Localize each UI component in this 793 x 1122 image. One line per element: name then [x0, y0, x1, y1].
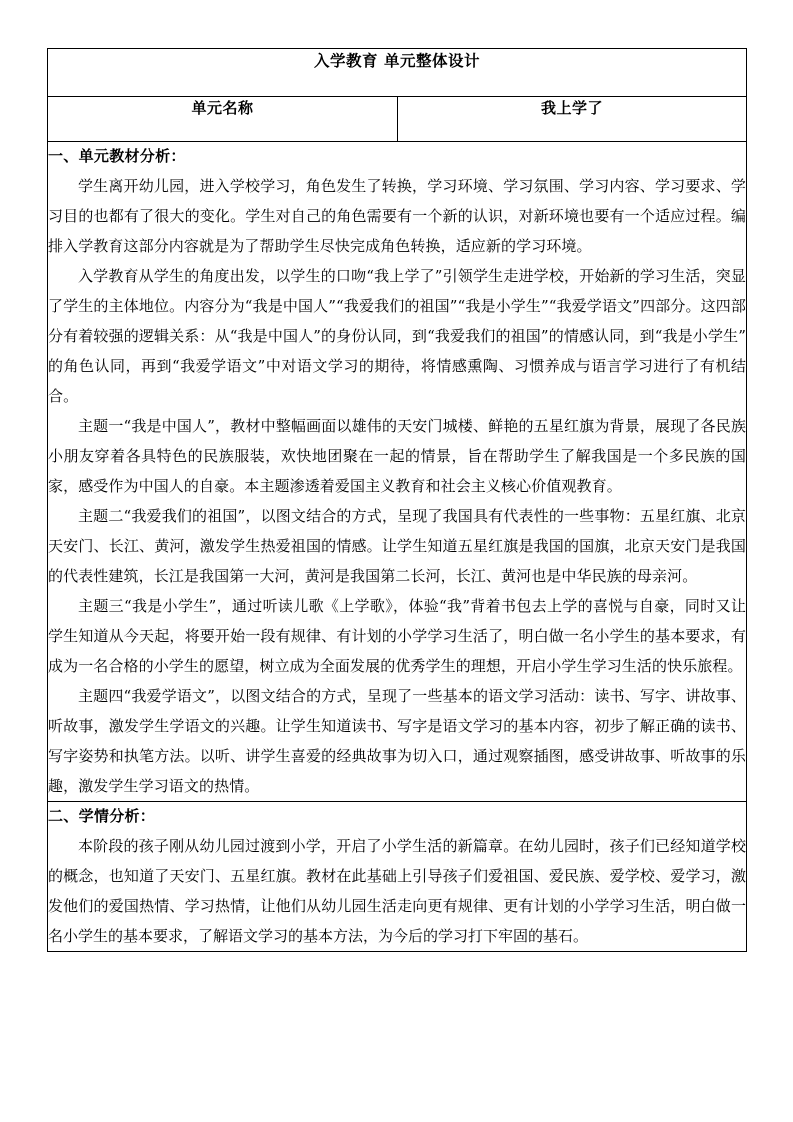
section-heading: 二、学情分析： [48, 807, 156, 825]
section-heading: 一、单元教材分析： [48, 147, 186, 165]
table-row-title [48, 49, 747, 97]
paragraph: 本阶段的孩子刚从幼儿园过渡到小学，开启了小学生活的新篇章。在幼儿园时，孩子们已经知道学校的概念，也知道了天安门、五星红旗。教材在此基础上引导孩子们爱祖国、爱民族、爱学校、爱学习，激发他们的爱国热情、学习热情，让他们从幼儿园生活走向更有规律、更有计划的小学学习生活，明白做一名小学生的基本要求，了解语文学习的基本方法，为今后的学习打下牢固的基石。 [48, 837, 746, 945]
unit-design-table [47, 48, 747, 952]
table-row-unit-name [48, 97, 747, 142]
paragraph: 主题一“我是中国人”，教材中整幅画面以雄伟的天安门城楼、鲜艳的五星红旗为背景，展现了各民族小朋友穿着各具特色的民族服装，欢快地团聚在一起的情景，旨在帮助学生了解我国是一个多民族的国家，感受作为中国人的自豪。本主题渗透着爱国主义教育和社会主义核心价值观教育。 [48, 417, 746, 495]
paragraph: 主题四“我爱学语文”，以图文结合的方式，呈现了一些基本的语文学习活动：读书、写字、讲故事、听故事，激发学生学语文的兴趣。让学生知道读书、写字是语文学习的基本内容，初步了解正确的读书、写字姿势和执笔方法。以听、讲学生喜爱的经典故事为切入口，通过观察插图，感受讲故事、听故事的乐趣，激发学生学习语文的热情。 [48, 687, 746, 795]
paragraph: 主题二“我爱我们的祖国”，以图文结合的方式，呈现了我国具有代表性的一些事物：五星红旗、北京天安门、长江、黄河，激发学生热爱祖国的情感。让学生知道五星红旗是我国的国旗，北京天安门是我国的代表性建筑，长江是我国第一大河，黄河是我国第二长河，长江、黄河也是中华民族的母亲河。 [48, 507, 746, 585]
table-row-section-student-situation-analysis [48, 802, 747, 952]
paragraph: 主题三“我是小学生”，通过听读儿歌《上学歌》，体验“我”背着书包去上学的喜悦与自豪，同时又让学生知道从今天起，将要开始一段有规律、有计划的小学学习生活了，明白做一名小学生的基本要求，有成为一名合格的小学生的愿望，树立成为全面发展的优秀学生的理想，开启小学生学习生活的快乐旅程。 [48, 597, 746, 675]
paragraph: 入学教育从学生的角度出发，以学生的口吻“我上学了”引领学生走进学校，开始新的学习生活，突显了学生的主体地位。内容分为“我是中国人”“我爱我们的祖国”“我是小学生”“我爱学语文”四部分。这四部分有着较强的逻辑关系：从“我是中国人”的身份认同，到“我爱我们的祖国”的情感认同，到“我是小学生”的角色认同，再到“我爱学语文”中对语文学习的期待，将情感熏陶、习惯养成与语言学习进行了有机结合。 [48, 267, 746, 405]
unit-name-value: 我上学了 [398, 97, 747, 142]
unit-name-label: 单元名称 [48, 97, 398, 142]
table-row-section-teaching-material-analysis [48, 142, 747, 802]
paragraph: 学生离开幼儿园，进入学校学习，角色发生了转换，学习环境、学习氛围、学习内容、学习要求、学习目的也都有了很大的变化。学生对自己的角色需要有一个新的认识，对新环境也要有一个适应过程。编排入学教育这部分内容就是为了帮助学生尽快完成角色转换，适应新的学习环境。 [48, 177, 746, 255]
section-teaching-material-analysis [48, 142, 747, 802]
section-student-situation-analysis [48, 802, 747, 952]
document-title: 入学教育 单元整体设计 [48, 49, 747, 97]
